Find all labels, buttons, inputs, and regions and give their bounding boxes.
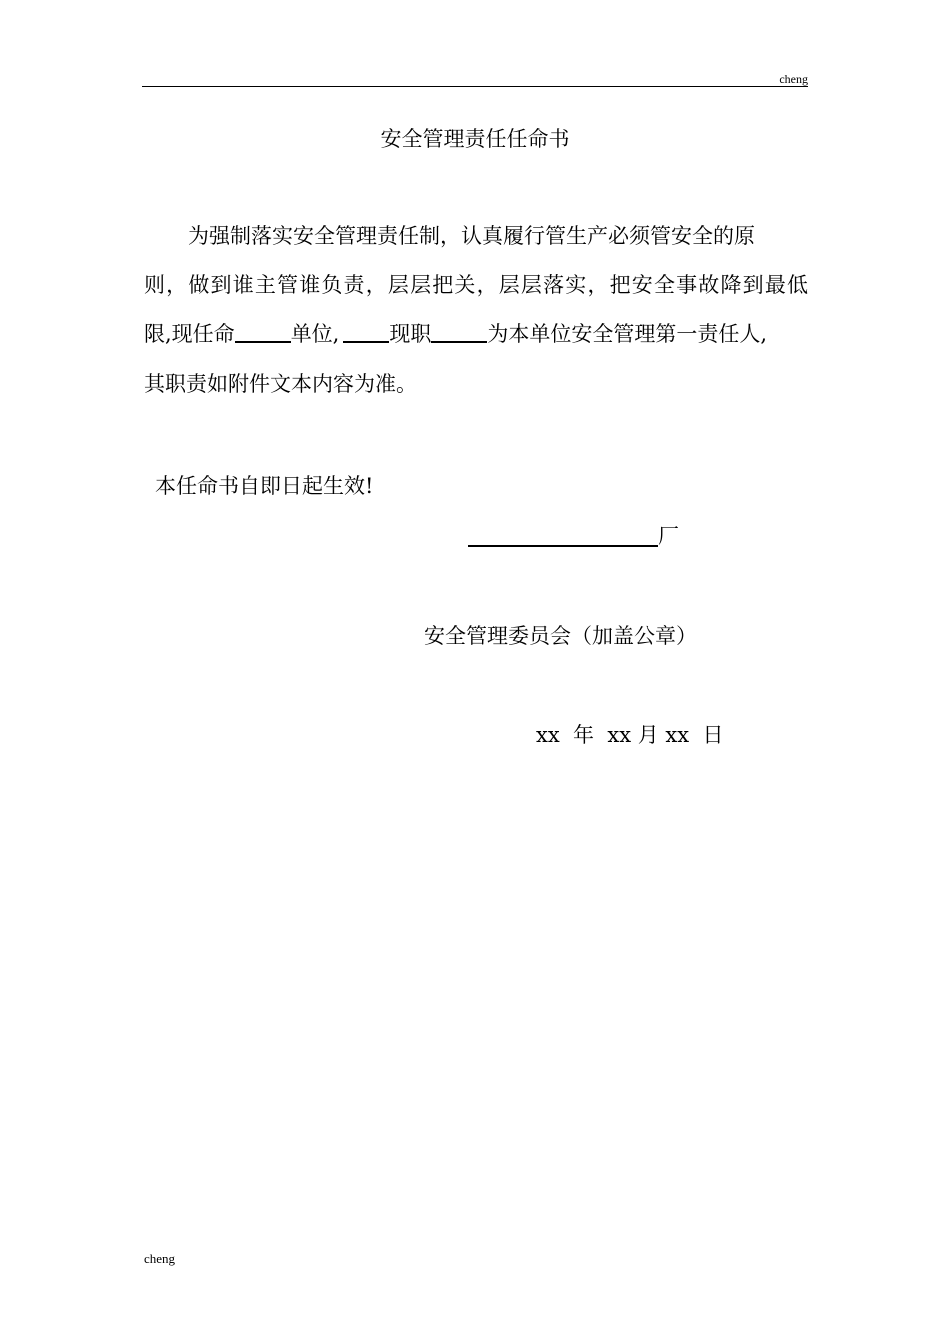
paragraph-text: 其职责如附件文本内容为准。 — [144, 372, 417, 396]
header-rule — [142, 86, 808, 87]
effective-statement: 本任命书自即日起生效! — [155, 474, 374, 498]
footer-label: cheng — [144, 1251, 176, 1266]
paragraph-text: 单位, — [290, 322, 340, 346]
factory-name-blank[interactable] — [468, 519, 658, 547]
paragraph-line-1 — [188, 221, 755, 251]
appointee-unit-blank[interactable] — [235, 319, 291, 343]
factory-signature-line — [468, 519, 679, 550]
paragraph-line-4 — [144, 369, 417, 399]
factory-suffix: 厂 — [658, 524, 679, 548]
paragraph-text: 为本单位安全管理第一责任人, — [487, 322, 768, 346]
header-label: cheng — [779, 72, 808, 86]
document-title: 安全管理责任任命书 — [380, 127, 570, 151]
paragraph-line-2 — [144, 270, 808, 300]
signature-date: xx 年 xx 月 xx 日 — [536, 723, 724, 747]
committee-signature: 安全管理委员会（加盖公章） — [424, 624, 697, 648]
paragraph-text: 为强制落实安全管理责任制，认真履行管生产必须管安全的原 — [188, 224, 755, 248]
paragraph-text: 现职 — [389, 322, 432, 346]
appointee-name-blank[interactable] — [343, 319, 389, 343]
paragraph-text: 限,现任命 — [144, 322, 235, 346]
appointee-position-blank[interactable] — [431, 319, 487, 343]
paragraph-line-3 — [144, 319, 767, 349]
paragraph-text: 则，做到谁主管谁负责，层层把关，层层落实，把安全事故降到最低 — [144, 273, 808, 297]
